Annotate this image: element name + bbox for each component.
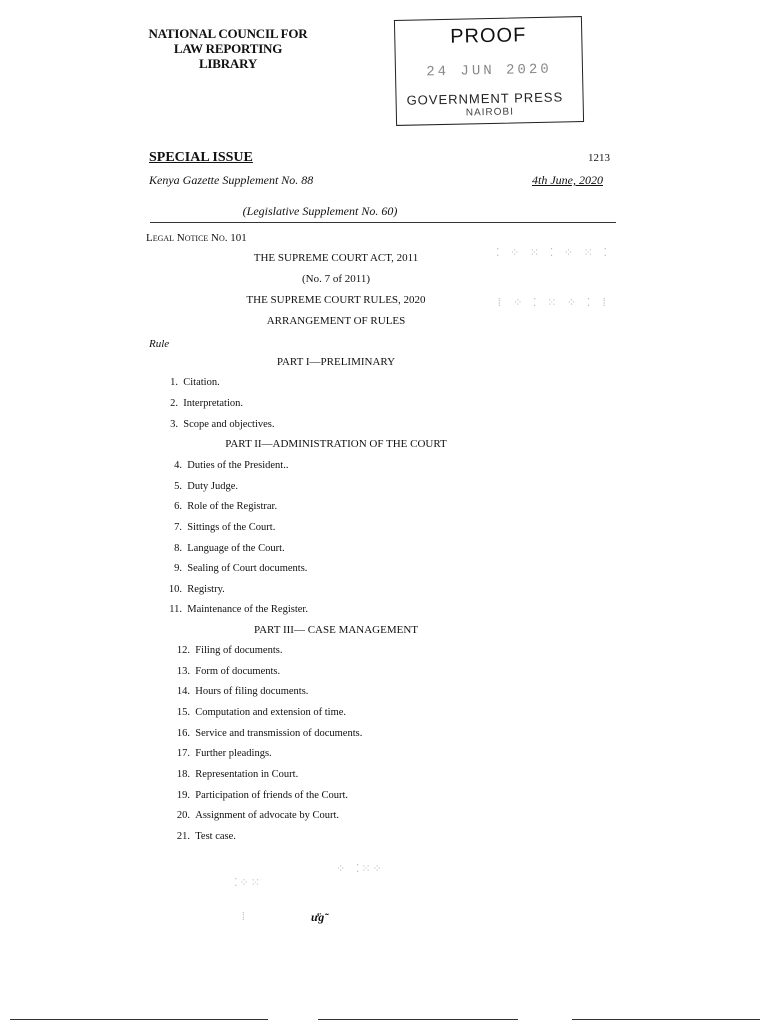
rule-number: 10. [168, 584, 182, 595]
rule-title: Scope and objectives. [183, 419, 275, 430]
rule-title: Participation of friends of the Court. [195, 790, 349, 801]
rule-title: Test case. [195, 831, 236, 842]
rule-title: Interpretation. [183, 398, 244, 409]
stamp-press: GOVERNMENT PRESS [406, 89, 564, 108]
list-item [170, 666, 280, 677]
rule-number: 14. [176, 686, 190, 697]
rule-number: 21. [176, 831, 190, 842]
arrangement-heading: ARRANGEMENT OF RULES [266, 315, 406, 327]
list-item [166, 481, 238, 492]
council-line: LIBRARY [198, 56, 258, 71]
bleed-through-mark: ⁞ [240, 912, 249, 924]
rule-title: Service and transmission of documents. [195, 728, 363, 739]
legal-notice-number: Legal Notice No. 101 [146, 232, 247, 244]
rule-number: 16. [176, 728, 190, 739]
council-line: LAW REPORTING [173, 41, 283, 56]
special-issue-heading: SPECIAL ISSUE [149, 150, 253, 165]
legislative-supplement: (Legislative Supplement No. 60) [242, 204, 398, 218]
list-item [170, 748, 272, 759]
rule-title: Maintenance of the Register. [187, 604, 308, 615]
list-item [170, 769, 298, 780]
act-number: (No. 7 of 2011) [301, 273, 371, 285]
part-heading: PART III— CASE MANAGEMENT [253, 624, 419, 636]
bleed-through-mark: ⁘ ⁚⁙⁘ [336, 864, 384, 876]
footer-rule [572, 1019, 760, 1020]
bleed-through-mark: ⁞ ⁘ ⁚ ⁙ ⁘ ⁚ ⁞ [496, 298, 610, 310]
list-item [170, 686, 308, 697]
list-item [170, 728, 362, 739]
rule-number: 18. [176, 769, 190, 780]
page-number: 1213 [588, 152, 610, 164]
rule-number: 8. [174, 543, 182, 554]
list-item [164, 398, 243, 409]
list-item [166, 543, 285, 554]
list-item [170, 645, 282, 656]
rule-title: Filing of documents. [195, 645, 283, 656]
rule-title: Citation. [183, 377, 220, 388]
rules-title: THE SUPREME COURT RULES, 2020 [246, 294, 426, 306]
act-title: THE SUPREME COURT ACT, 2011 [253, 252, 419, 264]
rule-number: 12. [176, 645, 190, 656]
rule-number: 11. [169, 604, 182, 615]
rule-number: 19. [176, 790, 190, 801]
stamp-title: PROOF [449, 24, 527, 48]
rule-number: 1. [170, 377, 178, 388]
rule-number: 17. [176, 748, 190, 759]
rule-number: 6. [174, 501, 182, 512]
bleed-through-mark: ⁚⁘⁙ [234, 878, 262, 890]
rule-title: Role of the Registrar. [187, 501, 278, 512]
stamp-city: NAIROBI [465, 106, 515, 119]
footer-rule [10, 1019, 268, 1020]
rule-title: Computation and extension of time. [195, 707, 347, 718]
list-item [170, 707, 346, 718]
rule-title: Registry. [187, 584, 225, 595]
gazette-supplement: Kenya Gazette Supplement No. 88 [149, 173, 314, 187]
rule-number: 20. [176, 810, 190, 821]
rule-title: Further pleadings. [195, 748, 272, 759]
list-item [166, 604, 308, 615]
header-divider [150, 222, 616, 223]
footer-rule [318, 1019, 518, 1020]
council-line: NATIONAL COUNCIL FOR [148, 26, 308, 41]
list-item [166, 563, 307, 574]
list-item [166, 522, 275, 533]
rule-title: Form of documents. [195, 666, 281, 677]
rule-number: 2. [170, 398, 178, 409]
rule-title: Assignment of advocate by Court. [195, 810, 340, 821]
stamp-date: 24 JUN 2020 [426, 61, 552, 81]
list-item [170, 810, 339, 821]
rule-title: Sittings of the Court. [187, 522, 276, 533]
rule-title: Duty Judge. [187, 481, 238, 492]
list-item [166, 501, 277, 512]
list-item [166, 460, 288, 471]
rule-number: 7. [174, 522, 182, 533]
part-heading: PART I—PRELIMINARY [276, 356, 396, 368]
rule-number: 15. [176, 707, 190, 718]
rule-number: 3. [170, 419, 178, 430]
list-item [164, 377, 220, 388]
proof-stamp [394, 16, 584, 126]
rule-number: 4. [174, 460, 182, 471]
list-item [170, 831, 236, 842]
bleed-through-mark: ⁚ ⁘ ⁙ ⁚ ⁘ ⁙ ⁚ [496, 248, 609, 260]
rule-number: 9. [174, 563, 182, 574]
rule-number: 13. [176, 666, 190, 677]
rule-title: Hours of filing documents. [195, 686, 309, 697]
rule-column-label: Rule [149, 338, 170, 350]
rule-title: Duties of the President.. [187, 460, 289, 471]
list-item [164, 419, 275, 430]
rule-title: Sealing of Court documents. [187, 563, 308, 574]
gazette-date: 4th June, 2020 [532, 173, 603, 187]
rule-title: Representation in Court. [195, 769, 299, 780]
list-item [166, 584, 225, 595]
handwritten-initials: ư̈ɡ̃ [311, 910, 325, 924]
rule-number: 5. [174, 481, 182, 492]
part-heading: PART II—ADMINISTRATION OF THE COURT [225, 438, 447, 450]
rule-title: Language of the Court. [187, 543, 285, 554]
list-item [170, 790, 348, 801]
library-header [118, 26, 338, 71]
